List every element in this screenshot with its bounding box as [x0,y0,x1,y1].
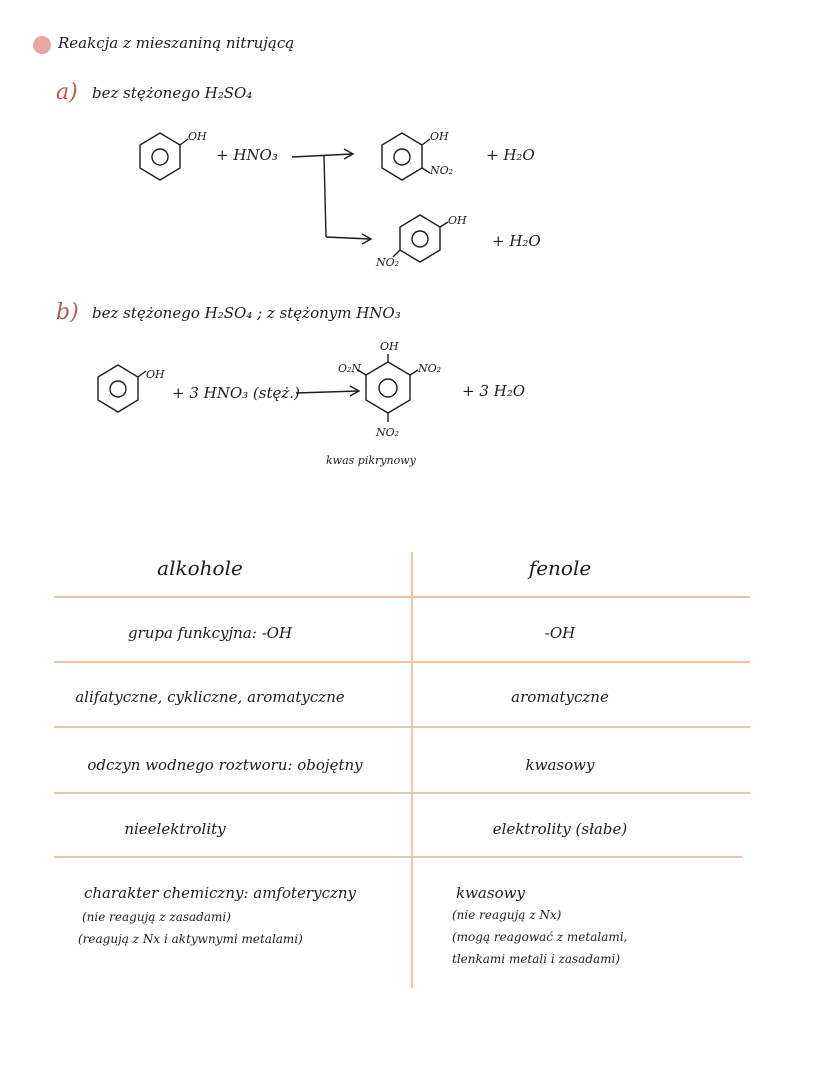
row3-right: kwasowy [525,756,595,774]
product1-no2: NO₂ [430,164,454,177]
row1-left: grupa funkcyjna: -OH [127,624,293,642]
row4-right: elektrolity (słabe) [492,820,628,838]
table-rule-5 [54,856,742,858]
last-left-line3: (reagują z Nx i aktywnymi metalami) [78,932,303,946]
product2-water: + H₂O [492,232,541,250]
picric-o2n: O₂N [338,362,362,375]
product1-oh: OH [430,130,449,143]
row1-right: -OH [544,624,576,642]
header-fenole: fenole [528,556,592,580]
table-rule-1 [54,596,750,598]
product2-oh: OH [448,214,467,227]
table-divider [411,552,413,988]
last-left-line2: (nie reagują z zasadami) [82,910,231,924]
section-b-letter: b) [56,300,79,325]
row4-left: nieelektrolity [124,820,226,838]
row3-left: odczyn wodnego roztworu: obojętny [87,756,363,774]
reagent-a: + HNO₃ [216,146,278,164]
page-title: Reakcja z mieszaniną nitrującą [58,34,295,52]
last-right-line1: kwasowy [456,884,525,902]
picric-no2-bottom: NO₂ [376,426,400,439]
last-right-line2: (nie reagują z Nx) [452,908,562,922]
last-right-line3: (mogą reagować z metalami, [452,930,628,944]
section-a-label: bez stężonego H₂SO₄ [92,84,253,102]
phenol-a-oh: OH [188,130,207,143]
product1-water: + H₂O [486,146,535,164]
row2-right: aromatyczne [511,688,609,706]
last-left-line1: charakter chemiczny: amfoteryczny [84,884,357,902]
product2-no2: NO₂ [376,256,400,269]
picric-no2-right: NO₂ [418,362,442,375]
product-b-water: + 3 H₂O [462,382,526,400]
table-rule-2 [54,661,750,663]
table-rule-4 [54,792,750,794]
last-right-line4: tlenkami metali i zasadami) [452,952,621,966]
picric-acid-name: kwas pikrynowy [326,454,416,467]
picric-oh: OH [380,340,399,353]
section-b-label: bez stężonego H₂SO₄ ; z stężonym HNO₃ [92,304,401,322]
section-a-letter: a) [56,80,78,105]
header-alkohole: alkohole [157,556,243,580]
row2-left: alifatyczne, cykliczne, aromatyczne [75,688,345,706]
table-rule-3 [54,726,750,728]
reagent-b: + 3 HNO₃ (stęż.) [172,384,300,402]
phenol-b-oh: OH [146,368,165,381]
